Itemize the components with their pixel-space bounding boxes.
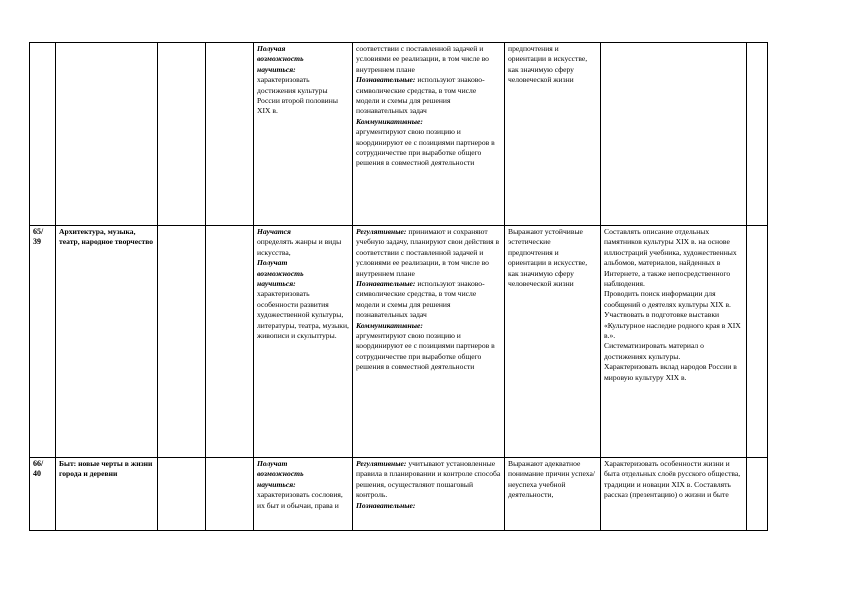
text: Выражают адекватное понимание причин успеха/неуспеха учебной деятельности, xyxy=(508,459,595,500)
heading: Коммуникативные: xyxy=(356,116,423,126)
text: Получат xyxy=(257,459,288,468)
cell-meta-results xyxy=(353,226,505,458)
cell-meta-results xyxy=(353,43,505,226)
text: возможность xyxy=(257,54,304,64)
text: используют знаково-символические средства, в том числе модели и схемы для решения познавательных задач xyxy=(356,75,485,116)
cell-number xyxy=(30,226,56,458)
heading: Регулятивные: xyxy=(356,227,407,236)
text: возможность xyxy=(257,469,304,479)
text: соответствии с поставленной задачей и условиями ее реализации, в том числе во внутреннем плане xyxy=(356,44,489,74)
cell-topic xyxy=(56,43,158,226)
text: Участвовать в подготовке выставки «Культурное наследие родного края в XIX в.». xyxy=(604,310,741,341)
cell-activities xyxy=(601,226,747,458)
text: характеризовать сословия, их быт и обычаи, права и xyxy=(257,490,343,510)
lesson-topic: Архитектура, музыка, театр, народное творчество xyxy=(59,227,154,247)
text: научиться: xyxy=(257,479,296,489)
table-row xyxy=(30,458,768,531)
cell-subject-results xyxy=(254,458,353,531)
cell-empty xyxy=(747,226,768,458)
text: Проводить поиск информации для сообщений о деятелях культуры XIX в. xyxy=(604,289,731,309)
table-row xyxy=(30,226,768,458)
text: Получая xyxy=(257,44,286,53)
text: Характеризовать особенности жизни и быта отдельных слоёв русского общества, традиции и новации XIX в. Составлять рассказ (презентацию) о жизни и быте xyxy=(604,459,741,500)
text: определять жанры и виды искусства, xyxy=(257,237,342,257)
text: возможность xyxy=(257,268,304,278)
cell-activities xyxy=(601,458,747,531)
lesson-plan-table xyxy=(29,42,768,531)
cell-empty xyxy=(206,43,254,226)
cell-empty xyxy=(158,458,206,531)
cell-subject-results xyxy=(254,43,353,226)
text: аргументируют свою позицию и координируют ее с позициями партнеров в сотрудничестве при выработке общего решения в совместной деятельности xyxy=(356,127,495,168)
text: Составлять описание отдельных памятников культуры XIX в. на основе иллюстраций учебника, художественных альбомов, материалов, найденных в Интернете, а также непосредственного наблюдения. xyxy=(604,227,737,289)
table-row xyxy=(30,43,768,226)
cell-topic xyxy=(56,226,158,458)
text: аргументируют свою позицию и координируют ее с позициями партнеров в сотрудничестве при выработке общего решения в совместной деятельности xyxy=(356,331,495,372)
text: Выражают устойчивые эстетические предпочтения и ориентации в искусстве, как значимую сферу человеческой жизни xyxy=(508,227,588,289)
text: характеризовать особенности развития художественной культуры, литературы, театра, музыки, живописи и скульптуры. xyxy=(257,289,349,341)
cell-activities xyxy=(601,43,747,226)
text: научиться: xyxy=(257,279,296,289)
text: Систематизировать материал о достижениях культуры. xyxy=(604,341,704,361)
text: предпочтения и ориентации в искусстве, как значимую сферу человеческой жизни xyxy=(508,44,588,85)
cell-number xyxy=(30,458,56,531)
cell-subject-results xyxy=(254,226,353,458)
cell-empty xyxy=(206,226,254,458)
lesson-number: 65/ 39 xyxy=(33,227,44,247)
cell-empty xyxy=(158,43,206,226)
cell-personal-results xyxy=(505,226,601,458)
text: Характеризовать вклад народов России в мировую культуру XIX в. xyxy=(604,362,737,382)
text: характеризовать достижения культуры России второй половины XIX в. xyxy=(257,75,338,116)
text: учитывают установленные правила в планировании и контроле способа решения, осуществляют пошаговый контроль. xyxy=(356,459,501,500)
heading: Познавательные: xyxy=(356,500,416,510)
text: Научатся xyxy=(257,227,291,236)
cell-empty xyxy=(158,226,206,458)
cell-empty xyxy=(206,458,254,531)
cell-number xyxy=(30,43,56,226)
cell-personal-results xyxy=(505,43,601,226)
heading: Регулятивные: xyxy=(356,459,407,468)
cell-personal-results xyxy=(505,458,601,531)
cell-empty xyxy=(747,458,768,531)
text: Получат xyxy=(257,258,288,268)
cell-meta-results xyxy=(353,458,505,531)
text: научиться: xyxy=(257,64,296,74)
lesson-topic: Быт: новые черты в жизни города и деревни xyxy=(59,459,153,479)
text: используют знаково-символические средства, в том числе модели и схемы для решения познавательных задач xyxy=(356,279,485,320)
lesson-number: 66/ 40 xyxy=(33,459,44,479)
heading: Коммуникативные: xyxy=(356,320,423,330)
cell-empty xyxy=(747,43,768,226)
heading: Познавательные: xyxy=(356,279,416,289)
cell-topic xyxy=(56,458,158,531)
heading: Познавательные: xyxy=(356,75,416,85)
text: принимают и сохраняют учебную задачу, планируют свои действия в соответствии с поставленной задачей и условиями ее реализации, в том числе во внутреннем плане xyxy=(356,227,500,278)
